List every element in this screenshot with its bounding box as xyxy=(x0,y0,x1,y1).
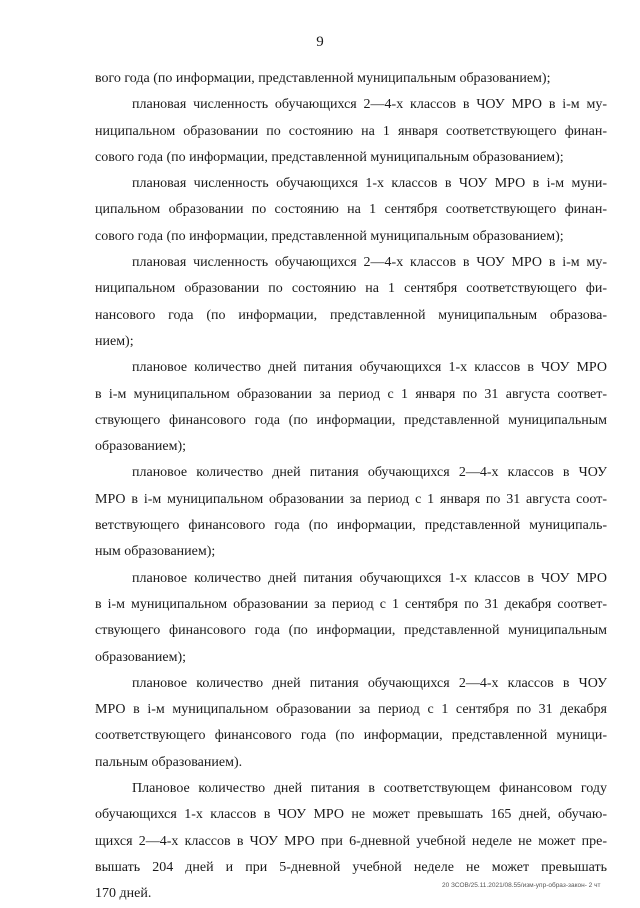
text-line: плановое количество дней питания обучающихся 2—4-х классов в ЧОУ xyxy=(132,465,607,481)
text-line: плановое количество дней питания обучающихся 1-х классов в ЧОУ МРО xyxy=(132,570,607,586)
text-line: 170 дней. xyxy=(95,886,152,902)
text-line: сового года (по информации, представленной муниципальным образованием); xyxy=(95,228,564,244)
text-line: ниципальном образовании по состоянию на 1 сентября соответствующего фи- xyxy=(95,281,607,297)
text-line: сового года (по информации, представленной муниципальным образованием); xyxy=(95,149,564,165)
text-line: ствующего финансового года (по информации, представленной муниципальным xyxy=(95,623,607,639)
text-line: пальным образованием). xyxy=(95,754,243,770)
text-line: Плановое количество дней питания в соответствующем финансовом году xyxy=(132,781,607,797)
text-line: плановая численность обучающихся 2—4-х классов в ЧОУ МРО в i-м му- xyxy=(132,255,607,271)
text-line: МРО в i-м муниципальном образовании за период с 1 января по 31 августа соот- xyxy=(95,491,607,507)
footer-document-code: 20 ЗСОВ/25.11.2021/08.55/изм-упр-образ-закон- 2 чт xyxy=(442,882,601,889)
text-line: нием); xyxy=(95,333,134,349)
page-number: 9 xyxy=(316,34,324,50)
text-line: в i-м муниципальном образовании за период с 1 сентября по 31 декабря соответ- xyxy=(95,596,607,612)
text-line: плановое количество дней питания обучающихся 1-х классов в ЧОУ МРО xyxy=(132,360,607,376)
text-line: образованием); xyxy=(95,649,187,665)
text-line: ным образованием); xyxy=(95,544,216,560)
text-line: вого года (по информации, представленной муниципальным образованием); xyxy=(95,71,551,86)
text-line: ствующего финансового года (по информации, представленной муниципальным xyxy=(95,412,607,428)
text-line: плановая численность обучающихся 2—4-х классов в ЧОУ МРО в i-м му- xyxy=(132,97,607,113)
text-line: ветствующего финансового года (по информации, представленной муниципаль- xyxy=(95,518,607,534)
text-line: образованием); xyxy=(95,439,187,455)
text-line: МРО в i-м муниципальном образовании за период с 1 сентября по 31 декабря xyxy=(95,702,607,718)
text-line: вышать 204 дней и при 5-дневной учебной неделе не может превышать xyxy=(95,859,607,875)
text-line: плановая численность обучающихся 1-х классов в ЧОУ МРО в i-м муни- xyxy=(132,176,607,192)
text-line: нансового года (по информации, представленной муниципальным образова- xyxy=(95,307,607,323)
text-line: в i-м муниципальном образовании за период с 1 января по 31 августа соответ- xyxy=(95,386,607,402)
text-line: соответствующего финансового года (по информации, представленной муници- xyxy=(95,728,607,744)
document-body xyxy=(95,66,607,908)
text-line: ципальном образовании по состоянию на 1 сентября соответствующего финан- xyxy=(95,202,607,218)
text-line: обучающихся 1-х классов в ЧОУ МРО не может превышать 165 дней, обучаю- xyxy=(95,807,607,823)
text-line: ниципальном образовании по состоянию на 1 января соответствующего финан- xyxy=(95,123,607,139)
text-line: плановое количество дней питания обучающихся 2—4-х классов в ЧОУ xyxy=(132,675,607,691)
text-line: щихся 2—4-х классов в ЧОУ МРО при 6-дневной учебной неделе не может пре- xyxy=(95,833,607,849)
